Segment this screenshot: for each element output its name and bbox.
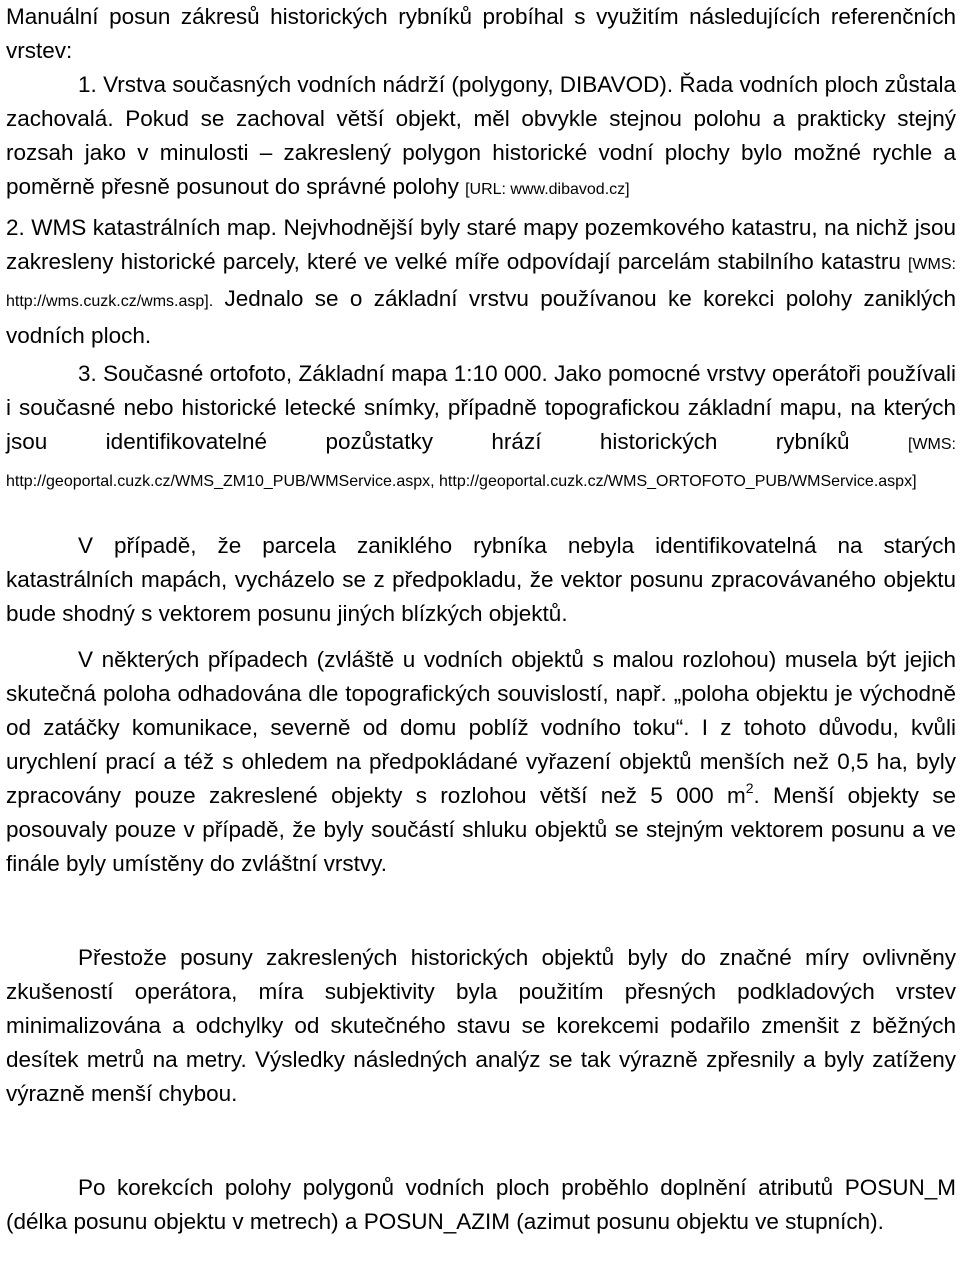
paragraph-text: V některých případech (zvláště u vodních objektů s malou rozlohou) musela být jejich skutečná poloha odhadována dle topografických souvislostí, např. „poloha objektu je východně od zatáčky komunikace, severně od domu poblíž vodního toku“. I z tohoto důvodu, kvůli urychlení prací a též s ohledem na předpokládané vyřazení objektů menších než 0,5 ha, byly zpracovány pouze zakreslené objekty s rozlohou větší než 5 000 m [6, 647, 956, 808]
intro-paragraph: Manuální posun zákresů historických rybníků probíhal s využitím následujících referenčních vrstev: [6, 4, 956, 63]
item-number: 2. [6, 215, 25, 240]
superscript: 2 [745, 780, 754, 796]
item-number: 3. [78, 361, 97, 386]
paragraph-attributes: Po korekcích polohy polygonů vodních ploch proběhlo doplnění atributů POSUN_M (délka posunu objektu v metrech) a POSUN_AZIM (azimut posunu objektu ve stupních). [6, 1175, 956, 1234]
paragraph-small-objects [6, 643, 956, 881]
item-heading: WMS katastrálních map. [31, 215, 277, 240]
item-text: Řada vodních ploch zůstala zachovalá. Pokud se zachoval větší objekt, měl obvykle stejnou polohu a prakticky stejný rozsah jako v minulosti – zakreslený polygon historické vodní plochy bylo možné rychle a poměrně přesně posunout do správné polohy [6, 72, 956, 199]
item-text: Nejvhodnější byly staré mapy pozemkového katastru, na nichž jsou zakresleny historické parcely, které ve velké míře odpovídají parcelám stabilního katastru [6, 215, 956, 274]
reference-layer-item-2 [6, 211, 956, 353]
item-reference: [WMS: http://wms.cuzk.cz/wms.asp]. [6, 256, 956, 310]
paragraph-text: . Menší objekty se posouvaly pouze v případě, že byly součástí shluku objektů se stejným vektorem posunu a ve finále byly umístěny do zvláštní vrstvy. [6, 783, 956, 876]
item-text: Jako pomocné vrstvy operátoři používali i současné nebo historické letecké snímky, případně topografickou základní mapu, na kterých jsou identifikovatelné pozůstatky hrází historických rybníků [6, 361, 956, 454]
item-number: 1. [78, 72, 97, 97]
item-text-2: Jednalo se o základní vrstvu používanou ke korekci polohy zaniklých vodních ploch. [6, 286, 956, 348]
item-heading: Vrstva současných vodních nádrží (polygony, DIBAVOD). [103, 72, 674, 97]
reference-layer-item-3 [6, 357, 956, 499]
document-page [6, 0, 956, 1239]
item-heading: Současné ortofoto, Základní mapa 1:10 000. [103, 361, 548, 386]
paragraph-parcel-not-identified: V případě, že parcela zaniklého rybníka nebyla identifikovatelná na starých katastrálních mapách, vycházelo se z předpokladu, že vektor posunu zpracovávaného objektu bude shodný s vektorem posunu jiných blízkých objektů. [6, 533, 956, 626]
paragraph-operator-accuracy: Přestože posuny zakreslených historických objektů byly do značné míry ovlivněny zkušeností operátora, míra subjektivity byla použitím přesných podkladových vrstev minimalizována a odchylky od skutečného stavu se korekcemi podařilo zmenšit z běžných desítek metrů na metry. Výsledky následných analýz se tak výrazně zpřesnily a byly zatíženy výrazně menší chybou. [6, 945, 956, 1106]
reference-layer-item-1 [6, 68, 956, 207]
item-reference: [WMS: http://geoportal.cuzk.cz/WMS_ZM10_PUB/WMService.aspx, http://geoportal.cuzk.cz/WMS_ORTOFOTO_PUB/WMService.aspx] [6, 436, 956, 490]
item-reference: [URL: www.dibavod.cz] [465, 181, 630, 198]
